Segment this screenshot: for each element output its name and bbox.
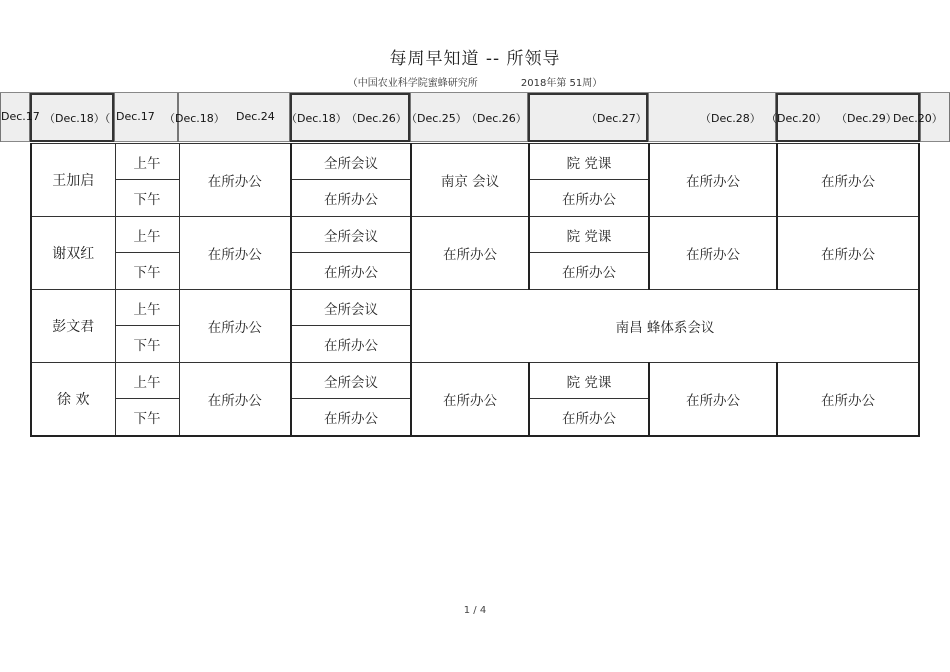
cell-tue-pm: 在所办公 [291, 326, 411, 363]
cell-sat: 在所办公 [777, 217, 919, 290]
cell-thu-pm: 在所办公 [529, 253, 649, 290]
slot-am: 上午 [115, 217, 179, 253]
header-label: （Dec.20） [766, 112, 827, 125]
table-row [31, 217, 919, 253]
cell-thu-pm: 在所办公 [529, 399, 649, 436]
header-label: （Dec.26） [346, 112, 407, 125]
slot-am: 上午 [115, 290, 179, 326]
header-label: Dec.17 [116, 110, 155, 123]
page-number: 1 / 4 [463, 605, 487, 616]
slot-am: 上午 [115, 363, 179, 399]
cell-tue-pm: 在所办公 [291, 399, 411, 436]
cell-wed: 在所办公 [411, 217, 529, 290]
cell-sat: 在所办公 [777, 144, 919, 217]
cell-tue-am: 全所会议 [291, 144, 411, 180]
cell-mon: 在所办公 [179, 144, 291, 217]
cell-thu-am: 院 党课 [529, 363, 649, 399]
header-label: （Dec.18） [286, 112, 347, 125]
cell-thu-pm: 在所办公 [529, 180, 649, 217]
cell-fri: 在所办公 [649, 363, 777, 436]
page-subtitle [0, 74, 950, 89]
cell-sat: 在所办公 [777, 363, 919, 436]
person-name: 彭文君 [31, 290, 115, 363]
cell-merged-wed-sat: 南昌 蜂体系会议 [411, 290, 919, 363]
cell-tue-pm: 在所办公 [291, 180, 411, 217]
subtitle-org: （中国农业科学院蜜蜂研究所 [347, 78, 478, 89]
cell-tue-am: 全所会议 [291, 217, 411, 253]
table-row [31, 363, 919, 399]
cell-mon: 在所办公 [179, 290, 291, 363]
header-label: Dec.17 [1, 110, 40, 123]
header-label: （Dec.18）（ [44, 112, 111, 125]
slot-pm: 下午 [115, 399, 179, 436]
header-label: （Dec.18） [164, 112, 225, 125]
cell-tue-am: 全所会议 [291, 363, 411, 399]
slot-pm: 下午 [115, 253, 179, 290]
cell-mon: 在所办公 [179, 363, 291, 436]
page-title: 每周早知道 -- 所领导 [389, 49, 561, 69]
subtitle-week: 2018年第 51周） [520, 78, 603, 89]
header-label: （Dec.28） [700, 112, 761, 125]
slot-pm: 下午 [115, 180, 179, 217]
person-name: 谢双红 [31, 217, 115, 290]
cell-wed: 南京 会议 [411, 144, 529, 217]
slot-am: 上午 [115, 144, 179, 180]
schedule-table [30, 143, 920, 437]
slot-pm: 下午 [115, 326, 179, 363]
table-row [31, 144, 919, 180]
cell-fri: 在所办公 [649, 217, 777, 290]
header-label: （Dec.26） [466, 112, 527, 125]
header-label: （Dec.25） [406, 112, 467, 125]
header-label: （Dec.27） [586, 112, 647, 125]
cell-mon: 在所办公 [179, 217, 291, 290]
person-name: 王加启 [31, 144, 115, 217]
header-label: Dec.24 [236, 110, 275, 123]
cell-thu-am: 院 党课 [529, 144, 649, 180]
header-label: Dec.20） [893, 112, 943, 125]
cell-tue-pm: 在所办公 [291, 253, 411, 290]
date-header-strip [0, 92, 950, 142]
person-name: 徐 欢 [31, 363, 115, 436]
cell-wed: 在所办公 [411, 363, 529, 436]
cell-fri: 在所办公 [649, 144, 777, 217]
cell-thu-am: 院 党课 [529, 217, 649, 253]
header-label: （Dec.29） [836, 112, 897, 125]
cell-tue-am: 全所会议 [291, 290, 411, 326]
table-row [31, 290, 919, 326]
